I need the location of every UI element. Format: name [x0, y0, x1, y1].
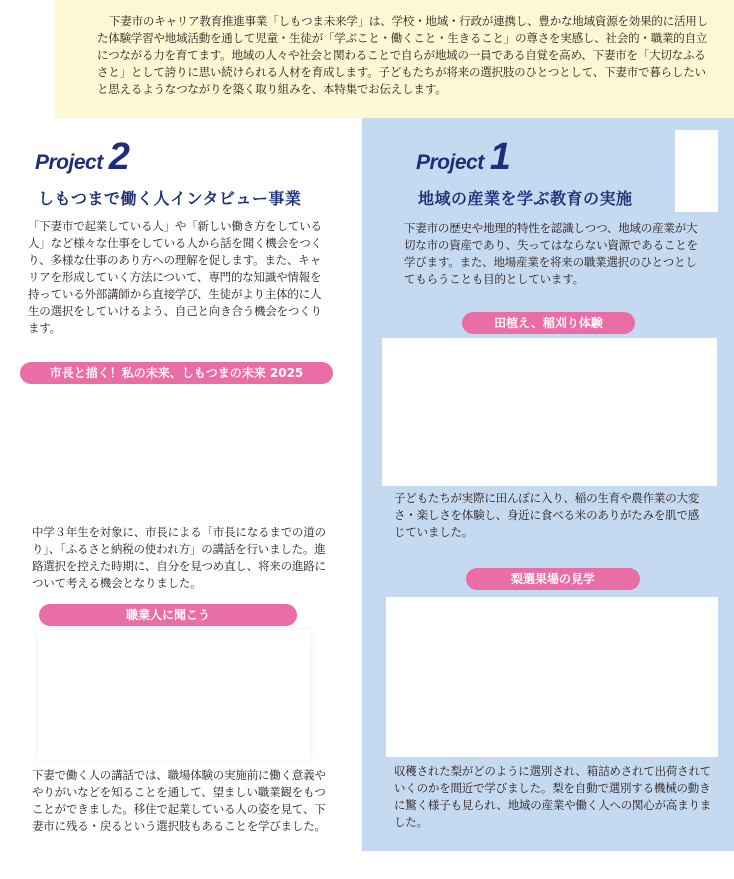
photo-rice-planting — [382, 338, 717, 486]
caption-pear: 収穫された梨がどのように選別され、箱詰めされて出荷されていくのかを間近で学びました。梨を自動で選別する機械の動きに驚く様子も見られ、地域の産業や働く人への関心が高まりました。 — [394, 764, 712, 829]
project-1-panel — [362, 118, 734, 851]
photo-professional-talk — [38, 630, 310, 760]
project-2-column — [0, 118, 362, 879]
photo-pear-sorting — [386, 597, 718, 757]
caption-mayor: 中学３年生を対象に、市長による「市長になるまでの道のり」、「ふるさと納税の使われ方」の講話を行いました。進路選択を控えた時期に、自分を見つめ直し、将来の進路について考える機会となりました。 — [32, 525, 326, 590]
project-2-title: しもつまで働く人インタビュー事業 — [38, 189, 302, 208]
intro-box — [55, 0, 734, 118]
caption-professionals: 下妻で働く人の講話では、職場体験の実施前に働く意義ややりがいなどを知ることを通して、望ましい職業観をもつことができました。移住で起業している人の姿を見て、下妻市に残る・戻るという選択肢もあることを学びました。 — [32, 768, 326, 833]
project-1-body: 下妻市の歴史や地理的特性を認識しつつ、地域の産業が大切な市の資産であり、失ってはならない資源であることを学びます。また、地場産業を将来の職業選択のひとつとしてもらうことも目的としています。 — [404, 221, 698, 286]
section-label-rice: 田植え、稲刈り体験 — [462, 312, 635, 334]
section-label-mayor: 市長と描く！私の未来、しもつまの未来 2025 — [20, 362, 333, 384]
section-label-professionals: 職業人に聞こう — [39, 604, 297, 626]
project-1-heading — [416, 136, 511, 179]
project-2-heading — [35, 136, 130, 179]
project-2-body: 「下妻市で起業している人」や「新しい働き方をしている人」など様々な仕事をしている人から話を聞く機会をつくり、多様な仕事のあり方への理解を促します。また、キャリアを形成していく方法について、専門的な知識や情報を持っている外部講師から直接学び、生徒がより主体的に人生の選択をしていけるよう、自己と向き合う機会をつくります。 — [28, 219, 322, 335]
intro-text: 下妻市のキャリア教育推進事業「しもつま未来学」は、学校・地域・行政が連携し、豊かな地域資源を効果的に活用した体験学習や地域活動を通して児童・生徒が「学ぶこと・働くこと・生きること」の尊さを実感し、社会的・職業的自立につながる力を育てます。地域の人々や社会と関わることで自らが地域の一員である自覚を高め、下妻市を「大切なふるさと」として誇りに思い続けられる人材を育成します。子どもたちが将来の選択肢のひとつとして、下妻市で暮らしたいと思えるようなつながりを築く取り組みを、本特集でお伝えします。 — [97, 14, 708, 96]
photo-mayor-lecture — [28, 390, 330, 518]
project-number: 2 — [108, 136, 130, 178]
project-number: 1 — [489, 136, 511, 178]
caption-rice: 子どもたちが実際に田んぼに入り、稲の生育や農作業の大変さ・楽しさを体験し、身近に食べる米のありがたみを肌で感じていました。 — [394, 491, 700, 539]
project-1-title: 地域の産業を学ぶ教育の実施 — [418, 189, 633, 208]
corner-image — [675, 130, 718, 212]
section-label-pear: 梨選果場の見学 — [466, 568, 640, 590]
project-word: Project — [416, 151, 484, 174]
project-word: Project — [35, 151, 103, 174]
